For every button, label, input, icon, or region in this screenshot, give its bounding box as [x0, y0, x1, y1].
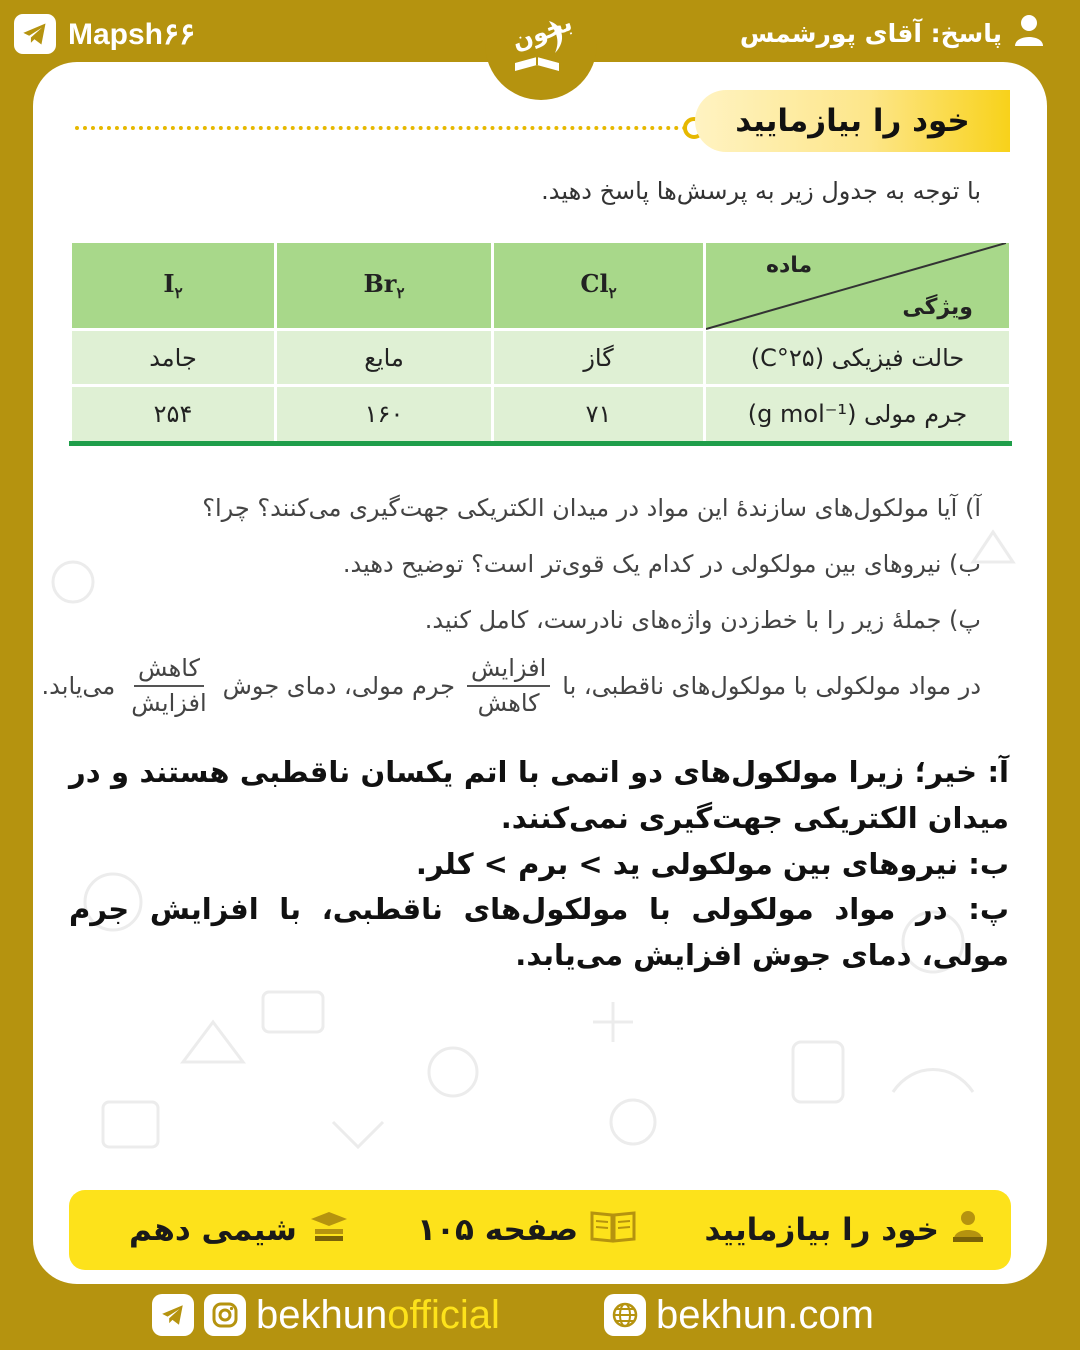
cell-chlorine-state: گاز — [493, 330, 705, 386]
properties-table — [69, 240, 1012, 446]
table-row — [71, 386, 1011, 444]
footer-book-label: شیمی دهم — [129, 1212, 297, 1248]
footer-section — [704, 1209, 985, 1251]
fill-in-sentence — [42, 654, 981, 718]
logo-text: بخون — [508, 8, 576, 56]
header-bromine: $Br_۲$ — [276, 242, 493, 330]
content-card — [33, 62, 1047, 1284]
telegram-handle[interactable] — [14, 14, 195, 54]
sentence-part-2: جرم مولی، دمای جوش — [222, 671, 455, 700]
table-row — [71, 330, 1011, 386]
choice-fraction-2 — [127, 654, 210, 718]
intro-text: با توجه به جدول زیر به پرسش‌ها پاسخ دهید. — [541, 177, 981, 205]
header-chlorine: $Cl_۲$ — [493, 242, 705, 330]
answer-author — [740, 14, 1044, 52]
row-label-state: حالت فیزیکی (۲۵°C) — [705, 330, 1011, 386]
answer-p: پ: در مواد مولکولی با مولکول‌های ناقطبی، با افزایش جرم مولی، دمای جوش افزایش می‌یابد. — [69, 892, 1009, 973]
teacher-icon — [951, 1209, 985, 1251]
graduation-cap-icon — [309, 1209, 349, 1251]
user-icon — [1014, 14, 1044, 52]
choice-1-top: افزایش — [467, 654, 550, 687]
footer-book — [129, 1209, 349, 1251]
footer-band — [69, 1190, 1011, 1270]
section-title: خود را بیازمایید — [695, 90, 1010, 152]
row-label-molar-mass: جرم مولی (g mol⁻¹) — [705, 386, 1011, 444]
cell-chlorine-mass: ۷۱ — [493, 386, 705, 444]
table-header-row — [71, 242, 1011, 330]
heading-dotted-line — [75, 126, 695, 130]
footer-page — [417, 1209, 636, 1251]
choice-fraction-1 — [467, 654, 550, 718]
answer-b: ب: نیروهای بین مولکولی ید > برم > کلر. — [415, 846, 1009, 881]
footer-section-label: خود را بیازمایید — [704, 1212, 939, 1248]
question-b: ب) نیروهای بین مولکولی در کدام یک قوی‌تر است؟ توضیح دهید. — [342, 550, 981, 578]
telegram-icon — [14, 14, 56, 54]
answer-a: آ: خیر؛ زیرا مولکول‌های دو اتمی با اتم یکسان ناقطبی هستند و در میدان الکتریکی جهت‌گیری نمی‌کنند. — [69, 755, 1009, 835]
footer-page-label: صفحه ۱۰۵ — [417, 1212, 579, 1248]
choice-2-bottom: افزایش — [131, 688, 207, 717]
corner-label-property: ویژگی — [902, 295, 973, 320]
channel-handle: Mapsh۶۶ — [68, 17, 196, 51]
instagram-link[interactable] — [152, 1292, 500, 1338]
sentence-part-1: در مواد مولکولی با مولکول‌های ناقطبی، با — [562, 671, 981, 700]
answer-author-text: پاسخ: آقای پورشمس — [739, 18, 1002, 48]
corner-label-substance: ماده — [766, 253, 813, 278]
sentence-part-3: می‌یابد. — [41, 671, 116, 700]
table-corner-cell — [705, 242, 1011, 330]
answers-block — [69, 750, 1009, 979]
website-url: bekhun.com — [656, 1292, 874, 1337]
instagram-handle: bekhunofficial — [256, 1292, 500, 1337]
instagram-icon[interactable] — [204, 1294, 246, 1336]
cell-bromine-state: مایع — [276, 330, 493, 386]
question-p: پ) جملهٔ زیر را با خط‌زدن واژه‌های نادرست، کامل کنید. — [424, 606, 981, 634]
open-book-icon — [590, 1209, 636, 1251]
telegram-icon[interactable] — [152, 1294, 194, 1336]
cell-iodine-state: جامد — [71, 330, 276, 386]
header-iodine: $I_۲$ — [71, 242, 276, 330]
cell-iodine-mass: ۲۵۴ — [71, 386, 276, 444]
website-link[interactable] — [604, 1292, 874, 1338]
question-a: آ) آیا مولکول‌های سازندۀ این مواد در میدان الکتریکی جهت‌گیری می‌کنند؟ چرا؟ — [202, 494, 981, 522]
choice-1-bottom: کاهش — [477, 688, 540, 717]
globe-icon — [604, 1294, 646, 1336]
cell-bromine-mass: ۱۶۰ — [276, 386, 493, 444]
choice-2-top: کاهش — [134, 654, 204, 687]
